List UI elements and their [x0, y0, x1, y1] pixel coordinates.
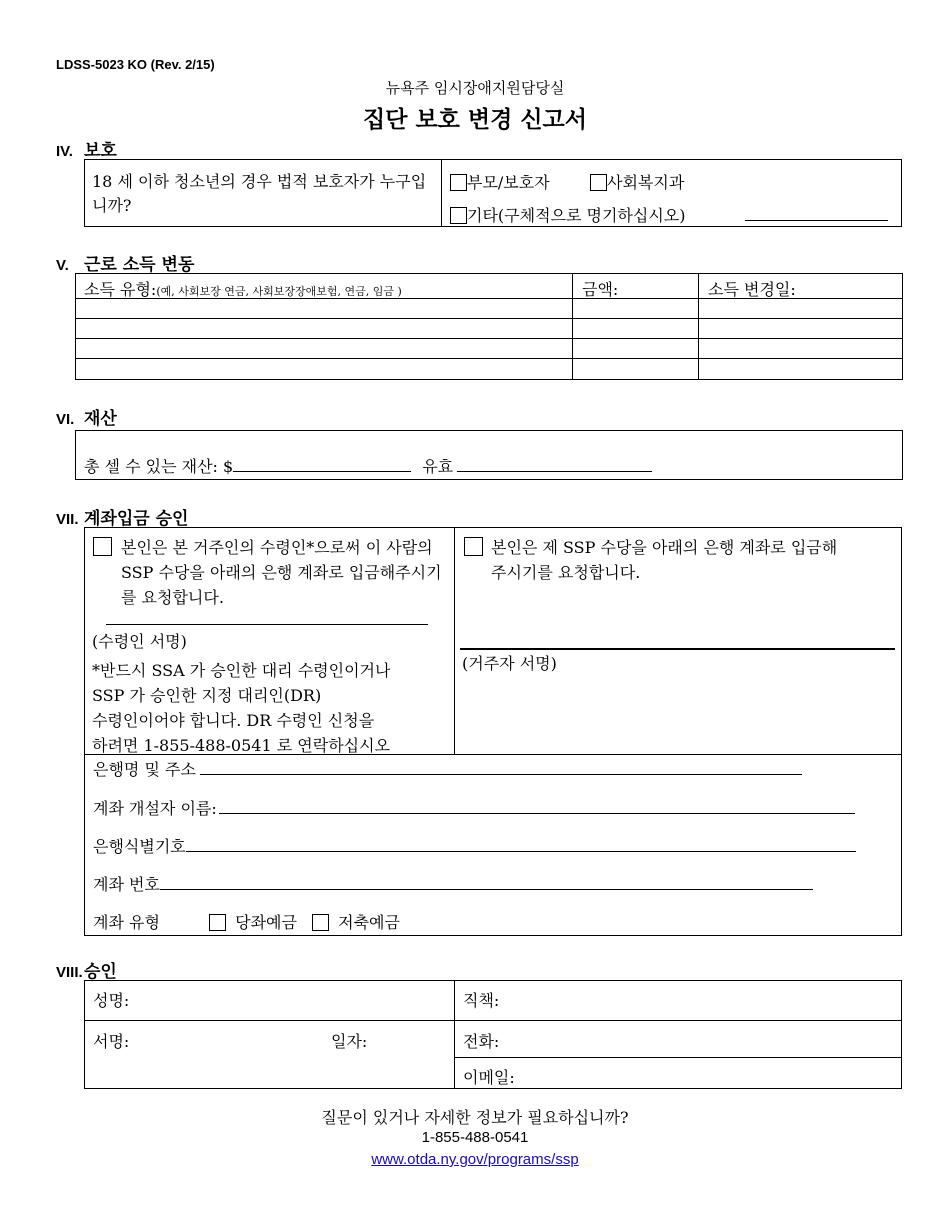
option-parent[interactable]: 부모/보호자: [450, 170, 550, 193]
resident-signature-label: (거주자 서명): [462, 654, 557, 673]
footer-phone: 1-855-488-0541: [421, 1129, 529, 1146]
ssp-website-link[interactable]: www.otda.ny.gov/programs/ssp: [371, 1151, 579, 1168]
payee-checkbox[interactable]: [93, 537, 112, 556]
section-8-heading: VIII.승인: [56, 962, 117, 982]
payee-signature-line[interactable]: [106, 624, 428, 625]
bank-name-field[interactable]: [200, 759, 802, 775]
income-rows: [76, 299, 902, 379]
payee-authorization-text: 본인은 본 거주인의 수령인*으로써 이 사람의 SSP 수당을 아래의 은행 계좌로 입금해주시기를 요청합니다.: [121, 538, 442, 607]
routing-row: 은행식별기호: [93, 834, 856, 857]
account-number-row: 계좌 번호: [93, 872, 813, 895]
resident-checkbox-wrap[interactable]: [464, 537, 483, 557]
table-row[interactable]: [76, 359, 902, 378]
payee-footnote: *반드시 SSA 가 승인한 대리 수령인이거나 SSP 가 승인한 지정 대리인(DR) 수령인이어야 합니다. DR 수령인 신청을 하려면 1-855-488-0541 로 연락하십시오: [92, 661, 391, 755]
routing-field[interactable]: [186, 836, 856, 852]
checking-checkbox[interactable]: [209, 914, 226, 931]
footer-link-wrap: [0, 1151, 950, 1168]
approval-phone-label[interactable]: 전화:: [463, 1032, 500, 1051]
approval-date-label[interactable]: 일자:: [331, 1032, 368, 1051]
total-assets-field[interactable]: [233, 456, 411, 472]
table-row[interactable]: [76, 339, 902, 358]
account-type-row: 계좌 유형 당좌예금 저축예금: [93, 913, 400, 932]
page-title: 집단 보호 변경 신고서: [363, 106, 587, 133]
resident-checkbox[interactable]: [464, 537, 483, 556]
bank-name-row: 은행명 및 주소: [93, 757, 802, 780]
option-social-services[interactable]: 사회복지과: [590, 170, 684, 193]
payee-checkbox-wrap[interactable]: [93, 537, 112, 557]
social-services-checkbox[interactable]: [590, 174, 607, 191]
savings-checkbox[interactable]: [312, 914, 329, 931]
amount-header: 금액:: [582, 280, 619, 299]
approval-signature-label[interactable]: 서명:: [93, 1032, 130, 1051]
footer-question: 질문이 있거나 자세한 정보가 필요하십니까?: [321, 1108, 629, 1127]
account-holder-row: 계좌 개설자 이름:: [93, 796, 855, 819]
form-id: LDSS-5023 KO (Rev. 2/15): [56, 57, 215, 72]
agency-name: 뉴욕주 임시장애지원담당실: [385, 79, 565, 97]
table-row[interactable]: [76, 319, 902, 338]
section-7-heading: VII. 계좌입금 승인: [56, 509, 189, 529]
parent-checkbox[interactable]: [450, 174, 467, 191]
approval-name-label[interactable]: 성명:: [93, 991, 130, 1010]
assets-line: 총 셀 수 있는 재산: $ 유효: [84, 454, 652, 477]
guardian-question: 18 세 이하 청소년의 경우 법적 보호자가 누구입니까?: [92, 172, 427, 215]
approval-email-label[interactable]: 이메일:: [463, 1068, 515, 1087]
resident-authorization-text: 본인은 제 SSP 수당을 아래의 은행 계좌로 입금해주시기를 요청합니다.: [491, 538, 838, 582]
valid-field[interactable]: [457, 456, 652, 472]
other-specify-line[interactable]: [745, 220, 888, 221]
approval-position-label[interactable]: 직책:: [463, 991, 500, 1010]
section-6-heading: VI. 재산: [56, 409, 117, 429]
resident-signature-line[interactable]: [460, 648, 895, 650]
account-number-field[interactable]: [160, 874, 813, 890]
table-row[interactable]: [76, 299, 902, 318]
change-date-header: 소득 변경일:: [708, 280, 796, 299]
account-holder-field[interactable]: [219, 798, 855, 814]
payee-signature-label: (수령인 서명): [92, 632, 187, 651]
section-4-heading: IV. 보호: [56, 141, 117, 161]
other-checkbox[interactable]: [450, 207, 467, 224]
section-5-heading: V. 근로 소득 변동: [56, 255, 195, 275]
option-other[interactable]: 기타(구체적으로 명기하십시오): [450, 203, 686, 226]
income-type-header: 소득 유형:(예, 사회보장 연금, 사회보장장애보험, 연금, 임금 ): [84, 280, 402, 299]
